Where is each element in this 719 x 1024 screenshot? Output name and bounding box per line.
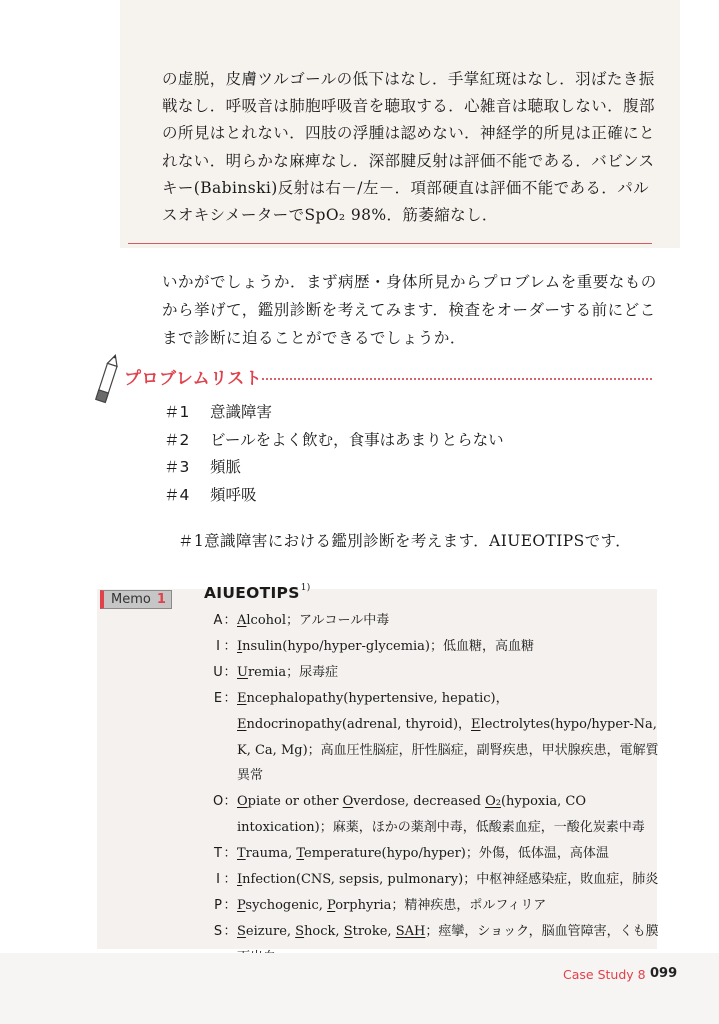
list-item <box>213 608 663 634</box>
mnemonic-description <box>237 634 663 660</box>
mnemonic-keyword: P <box>237 897 246 913</box>
mnemonic-keyword: I <box>237 638 243 654</box>
colon-separator: ： <box>223 897 237 913</box>
list-item <box>213 634 663 660</box>
mnemonic-letter: P <box>214 897 222 913</box>
mnemonic-keyword: S <box>295 923 305 939</box>
mnemonic-text: ndocrinopathy(adrenal, thyroid)， <box>246 716 472 732</box>
mnemonic-letter: E <box>213 690 223 706</box>
problem-number: ＃4 <box>164 485 190 504</box>
problem-number: ＃3 <box>164 458 190 476</box>
list-item <box>213 841 663 867</box>
problem-label: ビールをよく飲む，食事はあまりとらない <box>210 430 504 449</box>
mnemonic-letter: T <box>214 846 222 862</box>
section-divider <box>128 243 652 244</box>
heading-dotted-rule <box>262 378 652 380</box>
mnemonic-description <box>237 660 663 686</box>
list-item <box>213 893 663 919</box>
problem-label: 頻脈 <box>210 458 242 476</box>
mnemonic-text: eizure, <box>245 923 296 939</box>
mnemonic-text: emperature(hypo/hyper)；外傷，低体温，高体温 <box>304 846 609 862</box>
footer-band <box>0 953 719 1024</box>
mnemonic-description <box>237 893 663 919</box>
mnemonic-text: verdose, decreased <box>353 794 486 810</box>
colon-separator: ： <box>223 846 237 862</box>
list-item <box>213 686 663 790</box>
mnemonic-keyword: S <box>237 923 246 939</box>
mnemonic-text: (hypoxia, CO intoxication)；麻薬，ほかの薬剤中毒，低酸素血症，一酸化炭素中毒 <box>237 794 645 836</box>
memo-tag <box>100 590 172 609</box>
mnemonic-description <box>237 686 663 790</box>
mnemonic-letter: S <box>213 923 223 939</box>
pencil-icon <box>92 352 122 410</box>
mnemonic-keyword: O <box>342 794 354 810</box>
mnemonic-text: hock, <box>304 923 344 939</box>
mnemonic-text: lectrolytes(hypo/hyper-Na, K, Ca, Mg)；高血圧性脳症，肝性脳症，副腎疾患，甲状腺疾患，電解質異常 <box>237 716 659 784</box>
problem-label: 頻呼吸 <box>210 485 257 504</box>
colon-separator: ： <box>223 872 237 888</box>
mnemonic-letter: A <box>213 613 223 628</box>
mnemonic-text: ；痙攣，ショック，脳血管障害，くも膜 <box>425 923 659 939</box>
mnemonic-keyword: O <box>237 794 248 810</box>
mnemonic-keyword: E <box>237 690 247 706</box>
intro-paragraph: いかがでしょうか．まず病歴・身体所見からプロブレムを重要なものから挙げて，鑑別診断を考えてみます．検査をオーダーする前にどこまで診断に迫ることができるでしょうか． <box>162 273 657 347</box>
mnemonic-text: troke, <box>352 923 396 939</box>
memo-tag-number: 1 <box>156 592 166 607</box>
mnemonic-keyword: E <box>237 716 247 732</box>
mnemonic-keyword: U <box>237 664 248 680</box>
mnemonic-keyword: SAH <box>395 923 426 939</box>
mnemonic-text: rauma, <box>245 846 297 862</box>
mnemonic-description <box>237 867 663 893</box>
colon-separator: ： <box>223 690 237 706</box>
colon-separator: ： <box>223 613 237 628</box>
list-item <box>213 660 663 686</box>
problem-list <box>164 399 504 509</box>
mnemonic-list <box>213 608 663 971</box>
colon-separator: ： <box>223 664 237 680</box>
problem-number: ＃1 <box>164 403 190 421</box>
memo-title-reference: 1) <box>300 583 311 593</box>
list-item <box>164 482 504 510</box>
list-item <box>164 399 504 427</box>
mnemonic-description <box>237 841 663 867</box>
mnemonic-text: orphyria；精神疾患，ポルフィリア <box>335 897 547 913</box>
problem-list-heading: プロブレムリスト <box>124 369 263 389</box>
list-item <box>164 427 504 455</box>
colon-separator: ： <box>223 638 237 654</box>
differential-note: ＃1意識障害における鑑別診断を考えます．AIUEOTIPSです． <box>178 532 632 550</box>
colon-separator: ： <box>223 923 237 939</box>
list-item <box>164 454 504 482</box>
mnemonic-text: remia；尿毒症 <box>247 664 339 680</box>
problem-number: ＃2 <box>164 430 190 449</box>
mnemonic-letter: I <box>216 638 220 654</box>
memo-tag-label: Memo <box>111 592 151 607</box>
mnemonic-text: nsulin(hypo/hyper-glycemia)；低血糖，高血糖 <box>242 638 535 654</box>
mnemonic-text: ncephalopathy(hypertensive, hepatic)， <box>246 690 509 706</box>
case-findings-text: の虚脱，皮膚ツルゴールの低下はなし．手掌紅斑はなし．羽ばたき振戦なし．呼吸音は肺胞呼吸音を聴取する．心雑音は聴取しない．腹部の所見はとれない．四肢の浮腫は認めない．神経学的所見は正確にとれない．明らかな麻痺なし．深部腱反射は評価不能である．バビンスキー(Babinski)反射は右－/左－．項部硬直は評価不能である．パルスオキシメーターでSpO₂ 98%．筋萎縮なし． <box>162 70 655 225</box>
list-item <box>213 789 663 841</box>
mnemonic-keyword: E <box>471 716 481 732</box>
problem-label: 意識障害 <box>210 403 273 421</box>
mnemonic-letter: I <box>216 872 220 888</box>
footer-section-label: Case Study 8 <box>563 967 646 982</box>
mnemonic-letter: O <box>213 794 224 810</box>
mnemonic-keyword: O₂ <box>485 794 501 810</box>
mnemonic-description <box>237 789 663 841</box>
mnemonic-description <box>237 608 663 634</box>
list-item <box>213 867 663 893</box>
memo-title-text: AIUEOTIPS <box>204 584 300 602</box>
mnemonic-keyword: P <box>327 897 336 913</box>
mnemonic-text: piate or other <box>247 794 343 810</box>
mnemonic-text: nfection(CNS, sepsis, pulmonary)；中枢神経感染症，敗血症，肺炎 <box>242 872 659 888</box>
mnemonic-keyword: S <box>343 923 353 939</box>
mnemonic-text: sychogenic, <box>245 897 327 913</box>
mnemonic-keyword: T <box>237 846 246 862</box>
mnemonic-letter: U <box>213 664 223 680</box>
mnemonic-keyword: T <box>296 846 305 862</box>
colon-separator: ： <box>223 794 237 810</box>
memo-title <box>204 583 311 602</box>
mnemonic-text: lcohol；アルコール中毒 <box>246 613 390 628</box>
page-number: 099 <box>650 966 678 981</box>
mnemonic-keyword: I <box>237 872 243 888</box>
mnemonic-keyword: A <box>237 613 247 628</box>
